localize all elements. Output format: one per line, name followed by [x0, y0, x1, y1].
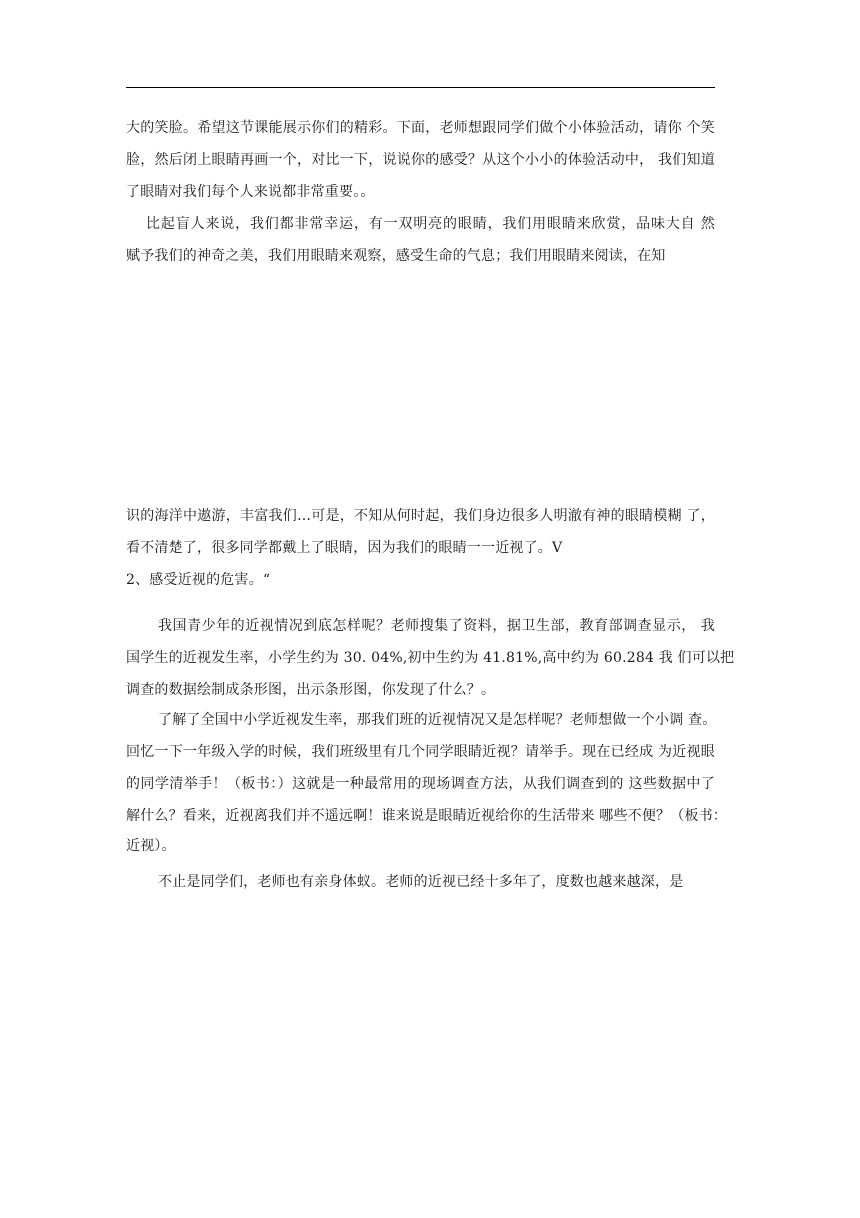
text-line-14: 的同学清举手！（板书：）这就是一种最常用的现场调查方法，从我们调查到的 这些数据中了	[126, 776, 715, 792]
text-line-12: 了解了全国中小学近视发生率，那我们班的近视情况又是怎样呢？老师想做一个小调 查。	[158, 712, 717, 728]
text-line-7: 看不清楚了，很多同学都戴上了眼睛，因为我们的眼睛一一近视了。V	[126, 540, 563, 556]
text-line-6: 识的海洋中遨游，丰富我们…可是，不知从何时起，我们身边很多人明澈有神的眼睛模糊 了，	[126, 508, 715, 524]
header-rule	[126, 87, 715, 88]
text-line-10: 国学生的近视发生率，小学生约为 30. 04%,初中生约为 41.81%,高中约为 60.284 我 们可以把	[126, 650, 735, 666]
section-heading: 2、感受近视的危害。“	[126, 572, 271, 588]
text-line-15: 解什么？看来，近视离我们并不遥远啊！谁来说是眼睛近视给你的生活带来 哪些不便？（板书：	[126, 808, 728, 824]
text-line-16: 近视）。	[126, 838, 176, 854]
text-line-11: 调查的数据绘制成条形图，出示条形图，你发现了什么？。	[126, 682, 496, 698]
text-line-3: 了眼睛对我们每个人来说都非常重要。。	[126, 184, 375, 200]
text-line-17: 不止是同学们，老师也有亲身体蚁。老师的近视已经十多年了，度数也越来越深，是	[158, 874, 684, 890]
text-line-1: 大的笑脸。希望这节课能展示你们的精彩。下面，老师想跟同学们做个小体验活动，请你 个笑	[126, 120, 715, 136]
text-line-4: 比起盲人来说，我们都非常幸运，有一双明亮的眼睛，我们用眼睛来欣赏，品味大自 然	[146, 216, 715, 232]
text-line-5: 赋予我们的神奇之美，我们用眼睛来观察，感受生命的气息；我们用眼睛来阅读，在知	[126, 248, 666, 264]
text-line-13: 回忆一下一年级入学的时候，我们班级里有几个同学眼睛近视？请举手。现在已经成 为近视眼	[126, 744, 715, 760]
text-line-9: 我国青少年的近视情况到底怎样呢？老师搜集了资料，据卫生部，教育部调查显示， 我	[158, 618, 715, 634]
text-line-2: 脸，然后闭上眼睛再画一个，对比一下，说说你的感受？从这个小小的体验活动中， 我们知道	[126, 152, 715, 168]
